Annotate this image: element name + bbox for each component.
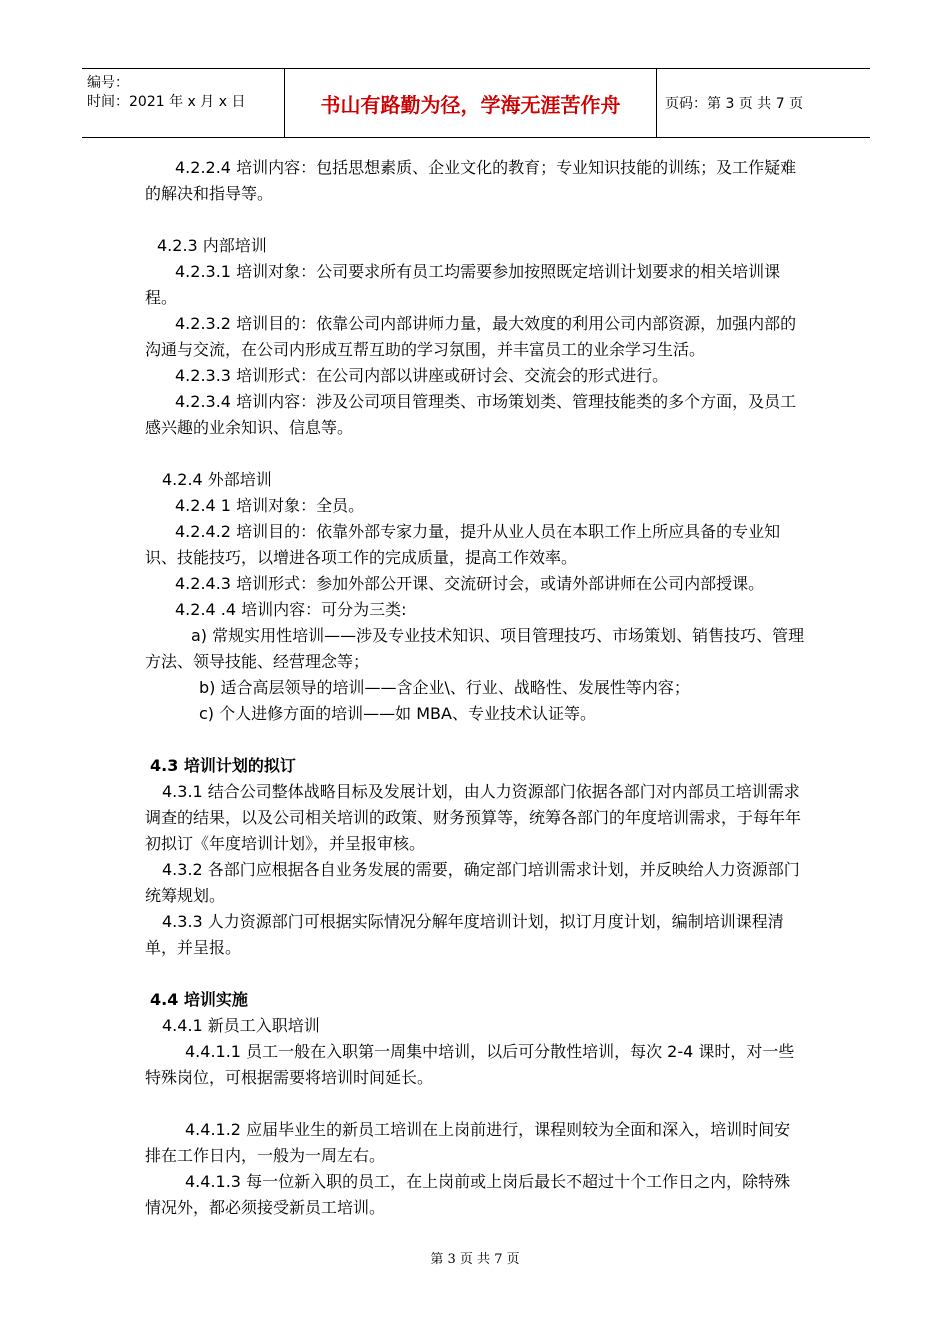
page-footer: 第 3 页 共 7 页	[430, 1252, 520, 1267]
section-heading: 4.4 培训实施	[150, 990, 248, 1009]
paragraph-gap	[145, 441, 805, 467]
paragraph: 4.2.3.1 培训对象：公司要求所有员工均需要参加按照既定培训计划要求的相关培训课程。	[145, 262, 781, 307]
paragraph-gap	[145, 207, 805, 233]
paragraph-gap	[145, 727, 805, 753]
paragraph: 4.2.2.4 培训内容：包括思想素质、企业文化的教育；专业知识技能的训练；及工作疑难的解决和指导等。	[145, 158, 797, 203]
paragraph: 4.2.3 内部培训	[157, 236, 267, 255]
header-motto: 书山有路勤为径，学海无涯苦作舟	[285, 69, 657, 137]
paragraph: 4.2.3.4 培训内容：涉及公司项目管理类、市场策划类、管理技能类的多个方面，及员工感兴趣的业余知识、信息等。	[145, 392, 797, 437]
header-meta	[82, 69, 285, 137]
paragraph: 4.2.4 1 培训对象：全员。	[175, 496, 365, 515]
paragraph: a) 常规实用性培训——涉及专业技术知识、项目管理技巧、市场策划、销售技巧、管理方法、领导技能、经营理念等；	[145, 626, 805, 671]
paragraph: 4.2.3.2 培训目的：依靠公司内部讲师力量，最大效度的利用公司内部资源，加强内部的沟通与交流，在公司内形成互帮互助的学习氛围，并丰富员工的业余学习生活。	[145, 314, 797, 359]
paragraph: c) 个人进修方面的培训——如 MBA、专业技术认证等。	[199, 704, 596, 723]
paragraph: 4.2.4 外部培训	[162, 470, 272, 489]
paragraph: 4.4.1.1 员工一般在入职第一周集中培训，以后可分散性培训，每次 2-4 课时，对一些特殊岗位，可根据需要将培训时间延长。	[145, 1042, 795, 1087]
paragraph: 4.3.2 各部门应根据各自业务发展的需要，确定部门培训需求计划，并反映给人力资源部门统筹规划。	[145, 860, 800, 905]
paragraph: 4.4.1.2 应届毕业生的新员工培训在上岗前进行，课程则较为全面和深入，培训时间安排在工作日内，一般为一周左右。	[145, 1120, 791, 1165]
paragraph-gap	[145, 961, 805, 987]
paragraph: b) 适合高层领导的培训——含企业\、行业、战略性、发展性等内容；	[199, 678, 690, 697]
paragraph: 4.4.1.3 每一位新入职的员工，在上岗前或上岗后最长不超过十个工作日之内，除特殊情况外，都必须接受新员工培训。	[145, 1172, 791, 1217]
paragraph: 4.3.3 人力资源部门可根据实际情况分解年度培训计划，拟订月度计划，编制培训课程清单，并呈报。	[145, 912, 784, 957]
section-heading: 4.3 培训计划的拟订	[150, 756, 296, 775]
paragraph: 4.2.4.2 培训目的：依靠外部专家力量，提升从业人员在本职工作上所应具备的专业知识、技能技巧，以增进各项工作的完成质量，提高工作效率。	[145, 522, 781, 567]
document-body	[145, 155, 805, 1221]
header-page-info: 页码：第 3 页 共 7 页	[665, 96, 804, 112]
paragraph: 4.3.1 结合公司整体战略目标及发展计划，由人力资源部门依据各部门对内部员工培训需求调查的结果，以及公司相关培训的政策、财务预算等，统筹各部门的年度培训需求，于每年年初拟订《年度培训计划》，并呈报审核。	[145, 782, 802, 853]
paragraph-gap	[145, 1091, 805, 1117]
document-date: 时间：2021 年 x 月 x 日	[87, 94, 246, 110]
paragraph: 4.2.4 .4 培训内容：可分为三类:	[175, 600, 407, 619]
paragraph: 4.2.4.3 培训形式：参加外部公开课、交流研讨会，或请外部讲师在公司内部授课。	[175, 574, 765, 593]
paragraph: 4.2.3.3 培训形式：在公司内部以讲座或研讨会、交流会的形式进行。	[175, 366, 669, 385]
page-header	[82, 68, 870, 138]
document-number-label: 编号：	[87, 75, 129, 91]
paragraph: 4.4.1 新员工入职培训	[162, 1016, 320, 1035]
